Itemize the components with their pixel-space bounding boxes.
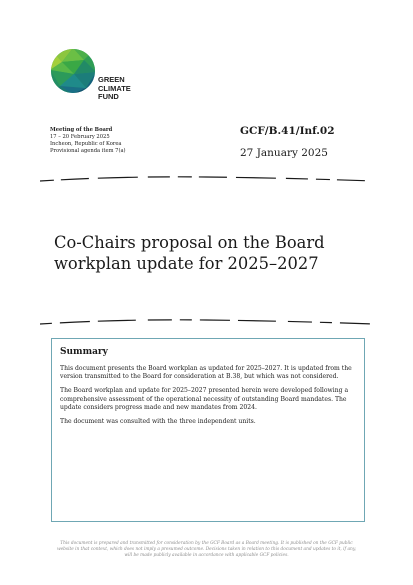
- document-number: GCF/B.41/Inf.02: [240, 125, 335, 137]
- gcf-wordmark: [98, 76, 131, 102]
- wordmark-line-2: CLIMATE: [98, 83, 131, 93]
- agenda-item: Provisional agenda item 7(a): [50, 148, 126, 155]
- summary-paragraph: This document presents the Board workplan as updated for 2025–2027. It is updated from the version transmitted to the Board for consideration at B.38, but which was not considered.: [60, 365, 352, 381]
- summary-heading: Summary: [60, 347, 108, 357]
- title-line-2: workplan update for 2025–2027: [54, 254, 319, 273]
- footer-line-3: will be made publicly available in accordance with applicable GCF policies.: [124, 553, 289, 559]
- summary-paragraph: The Board workplan and update for 2025–2027 presented herein were developed following a comprehensive assessment of the operational necessity of outstanding Board mandates. The update considers progress made and new mandates from 2024.: [60, 387, 349, 411]
- footer-line-2: website in that context, which does not imply a presumed outcome. Decisions taken in relation to this document and updates to it, if any,: [56, 547, 357, 553]
- footer-line-1: This document is prepared and transmitted for consideration by the GCF Board as a Board meeting. It is published on the GCF public: [60, 541, 353, 546]
- document-date: 27 January 2025: [240, 147, 328, 159]
- summary-box: [51, 338, 365, 522]
- meeting-title: Meeting of the Board: [50, 127, 113, 133]
- gcf-globe-icon: [50, 48, 96, 94]
- gcf-logo: [50, 48, 150, 108]
- summary-paragraph: The document was consulted with the three independent units.: [60, 418, 256, 426]
- meeting-location: Incheon, Republic of Korea: [50, 141, 122, 148]
- meeting-dates: 17 – 20 February 2025: [50, 134, 110, 141]
- wordmark-line-3: FUND: [98, 92, 119, 102]
- top-divider: [40, 176, 373, 182]
- wordmark-line-1: GREEN: [98, 75, 125, 84]
- meeting-info: [50, 127, 126, 155]
- document-title: [54, 232, 374, 274]
- bottom-divider: [40, 319, 373, 325]
- title-line-1: Co-Chairs proposal on the Board: [54, 233, 325, 252]
- footer-disclaimer: [40, 541, 373, 559]
